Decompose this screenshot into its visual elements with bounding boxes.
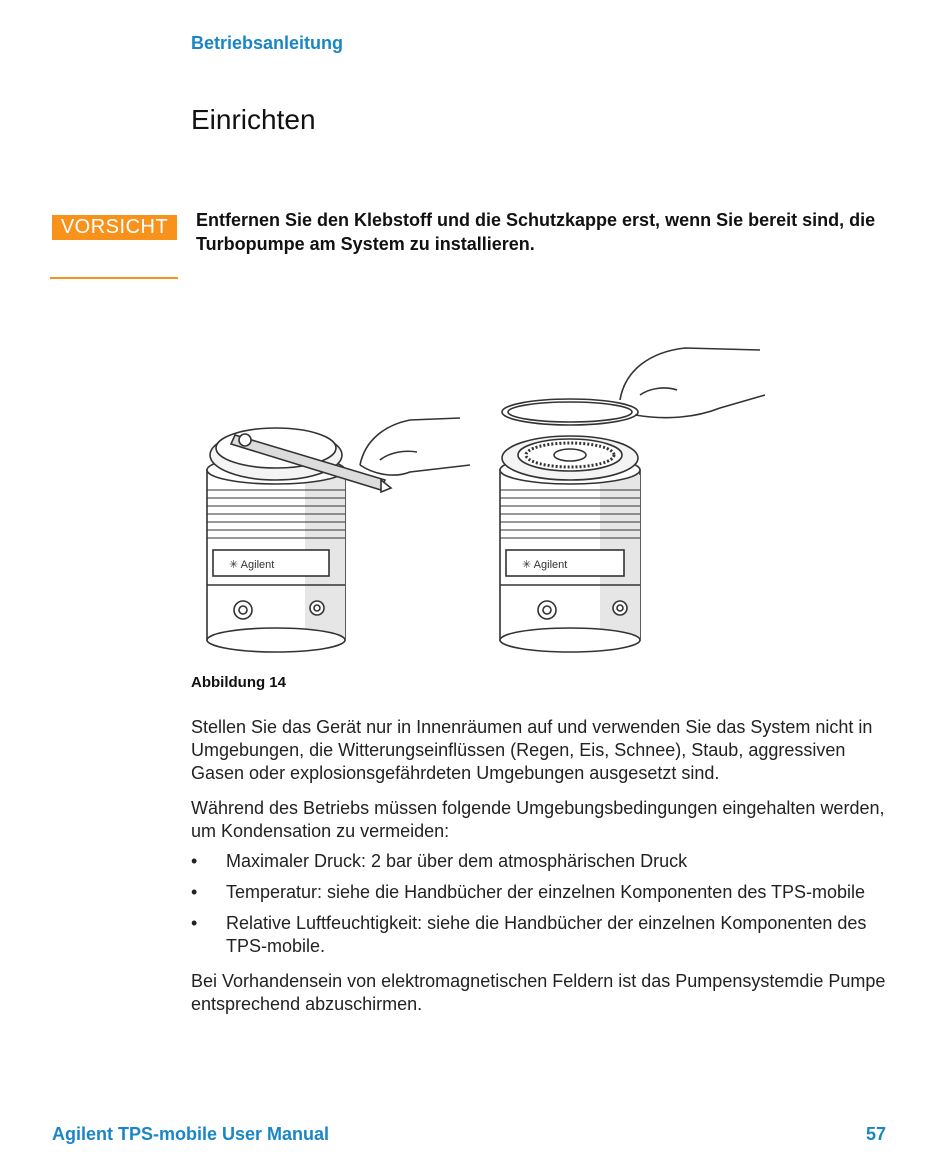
list-item: • Temperatur: siehe die Handbücher der einzelnen Komponenten des TPS-mobile — [191, 882, 866, 902]
conditions-list — [191, 850, 903, 966]
caution-text: Entfernen Sie den Klebstoff und die Schutzkappe erst, wenn Sie bereit sind, die Turbopumpe am System zu installieren. — [196, 210, 876, 254]
list-item: • Maximaler Druck: 2 bar über dem atmosphärischen Druck — [191, 851, 688, 871]
caution-divider — [50, 277, 178, 279]
footer-manual-title: Agilent TPS-mobile User Manual — [52, 1124, 330, 1144]
svg-text:✳ Agilent: ✳ Agilent — [522, 559, 568, 571]
figure-caption: Abbildung 14 — [191, 674, 286, 691]
turbopump-illustration — [195, 340, 775, 660]
paragraph-shielding: Bei Vorhandensein von elektromagnetischen Feldern ist das Pumpensystemdie Pumpe entsprechend abzuschirmen. — [191, 971, 886, 1014]
running-header: Betriebsanleitung — [191, 33, 344, 53]
paragraph-conditions: Während des Betriebs müssen folgende Umgebungsbedingungen eingehalten werden, um Kondensation zu vermeiden: — [191, 798, 885, 841]
svg-text:✳ Agilent: ✳ Agilent — [229, 559, 275, 571]
page-number: 57 — [865, 1124, 886, 1144]
list-item: • Relative Luftfeuchtigkeit: siehe die Handbücher der einzelnen Komponenten des TPS-mobile. — [191, 913, 867, 956]
pump-left — [207, 418, 470, 652]
paragraph-indoor-use: Stellen Sie das Gerät nur in Innenräumen auf und verwenden Sie das System nicht in Umgebungen, die Witterungseinflüssen (Regen, Eis, Schnee), Staub, aggressiven Gasen oder explosionsgefährdeten Umgebungen ausgesetzt sind. — [191, 717, 873, 783]
page-title: Einrichten — [191, 104, 316, 135]
pump-right — [500, 348, 765, 652]
caution-badge: VORSICHT — [52, 215, 177, 240]
